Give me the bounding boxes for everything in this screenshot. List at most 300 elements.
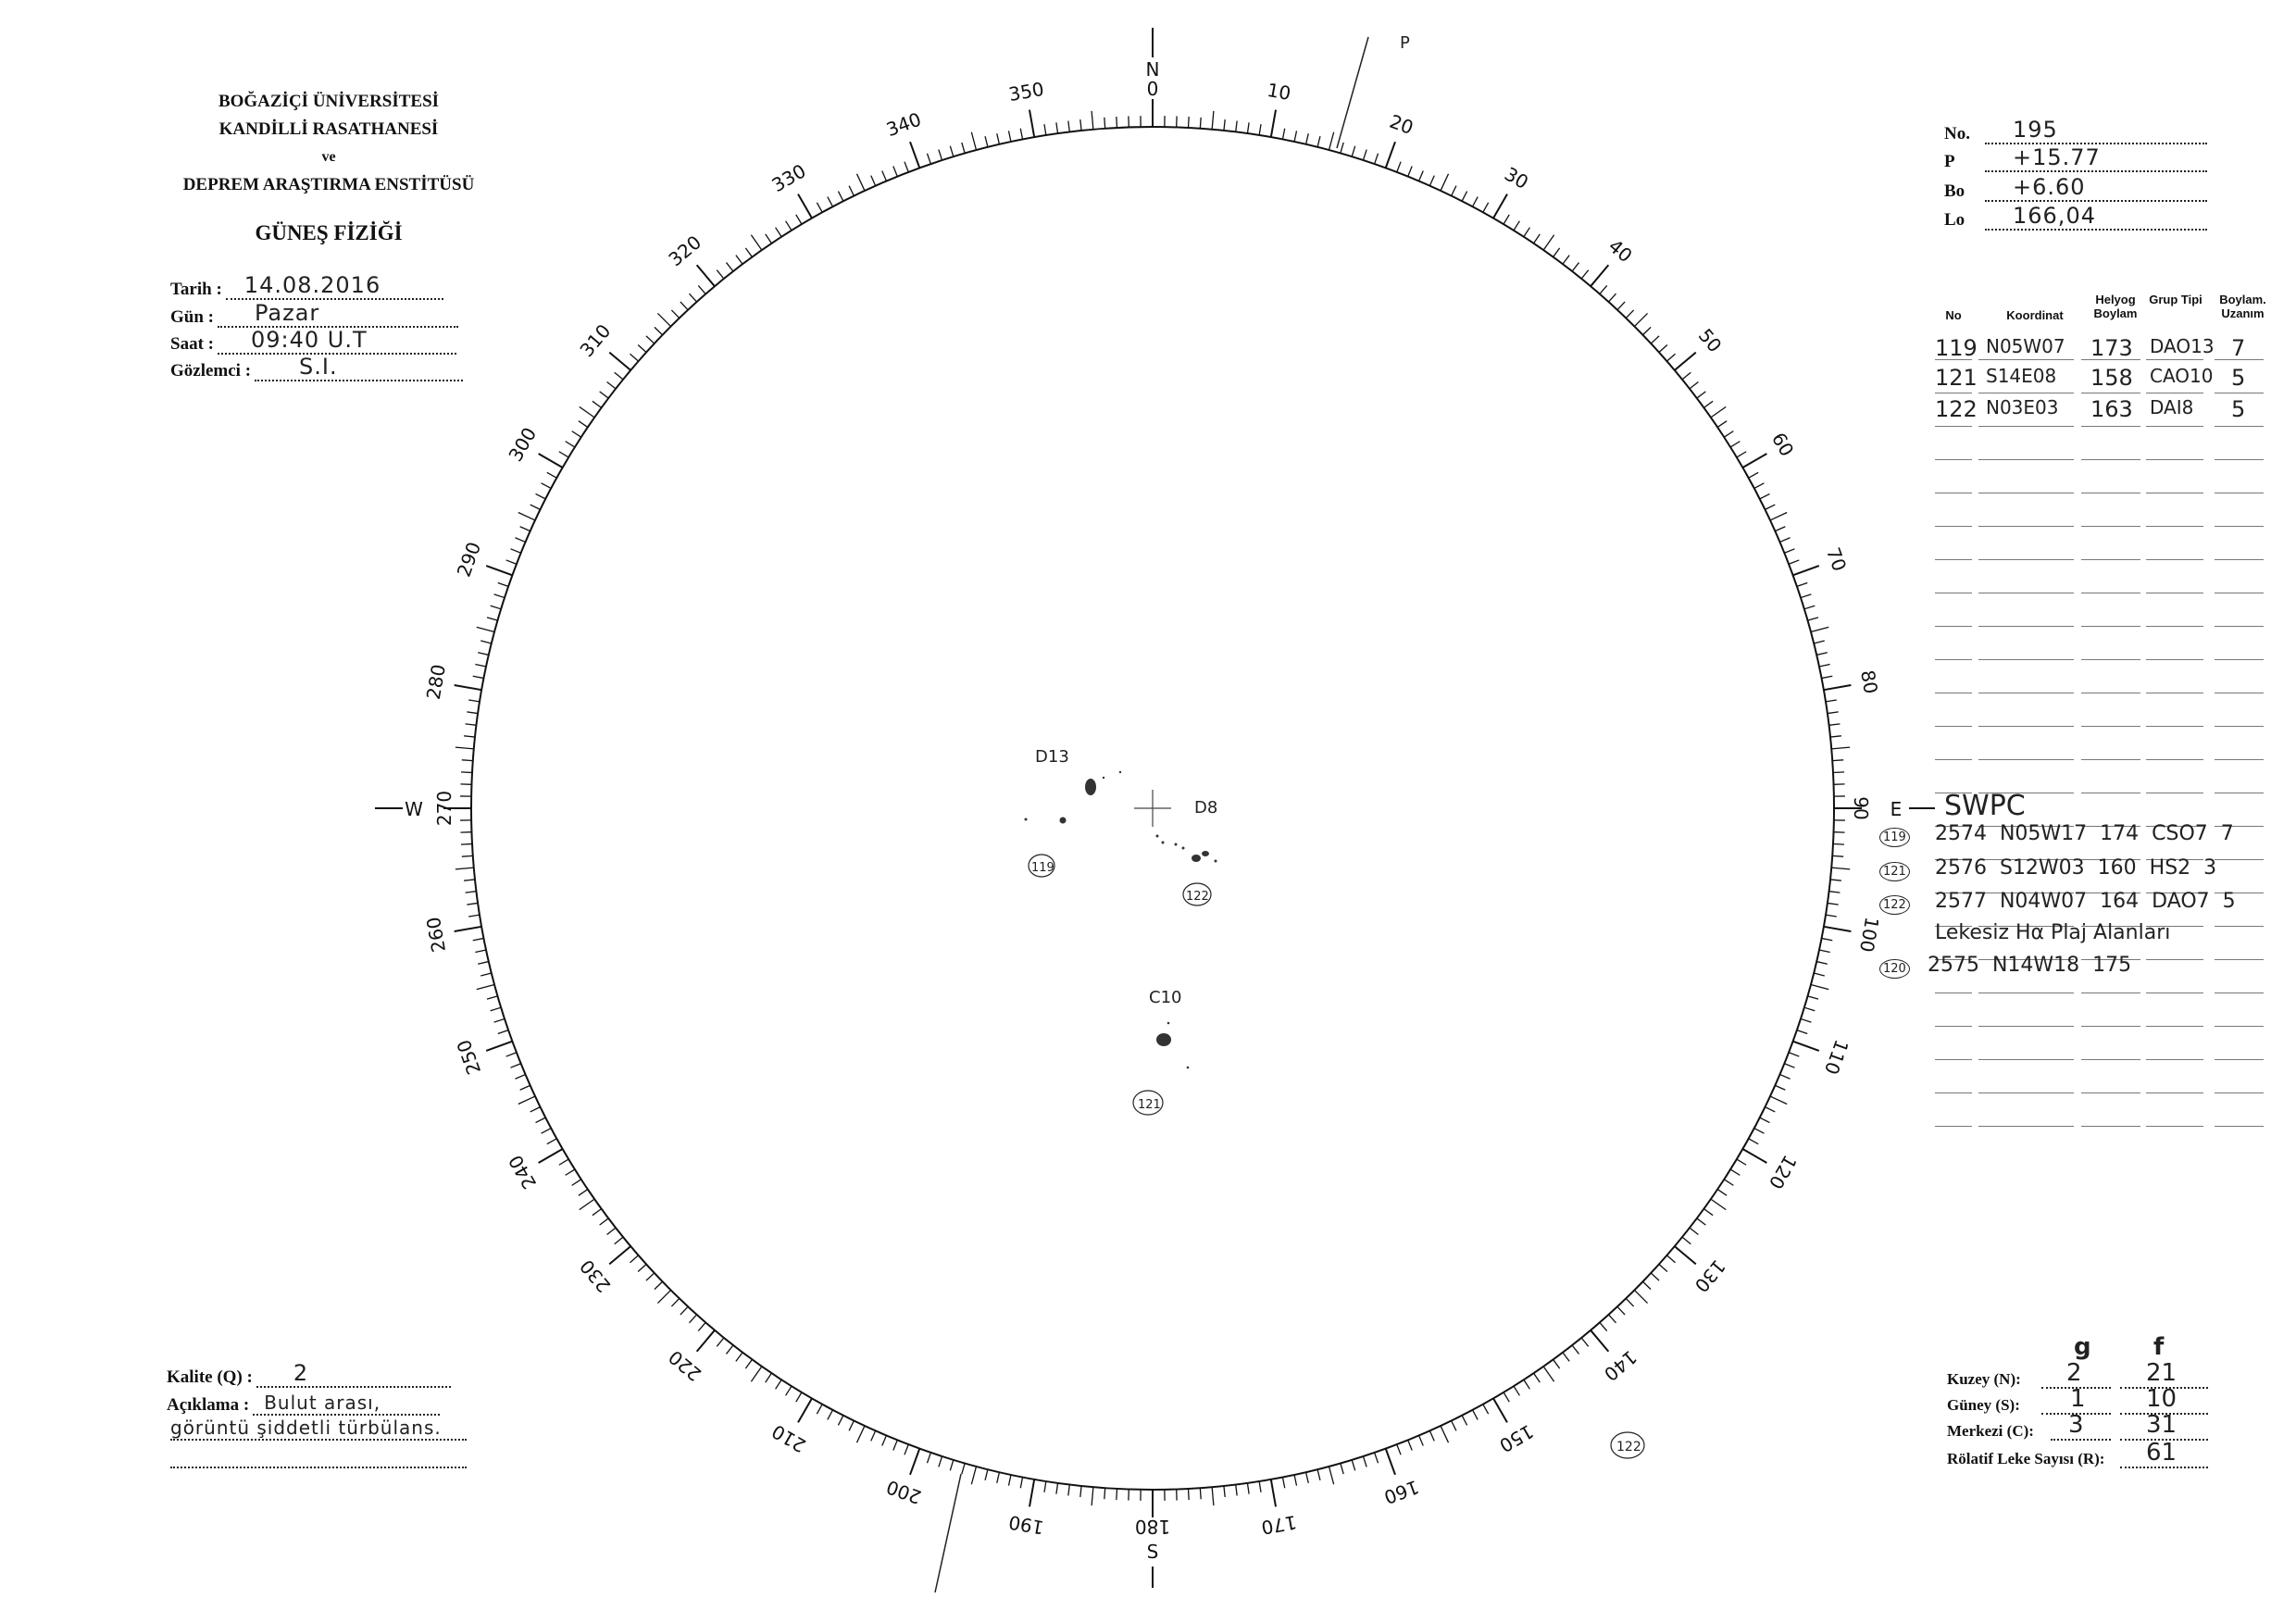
degree-tick	[462, 855, 473, 856]
degree-tick	[580, 1199, 594, 1209]
north-g-value: 2	[2066, 1359, 2082, 1387]
degree-tick	[1789, 560, 1799, 564]
degree-tick	[1742, 454, 1766, 468]
degree-tick	[494, 594, 505, 598]
degree-tick	[882, 1435, 887, 1445]
degree-label: 30	[1500, 162, 1533, 194]
degree-tick	[1666, 1255, 1675, 1263]
degree-tick	[600, 392, 609, 398]
degree-tick	[1341, 1463, 1343, 1474]
degree-tick	[455, 685, 482, 690]
g-header: g	[2074, 1333, 2091, 1361]
relative-count-value: 61	[2146, 1439, 2177, 1467]
degree-tick	[671, 310, 679, 318]
degree-label: 40	[1603, 234, 1637, 268]
south-count-label: Güney (S):	[1947, 1396, 2020, 1414]
degree-tick	[1352, 1460, 1355, 1470]
col-group: Grup Tipi	[2149, 293, 2202, 306]
degree-tick	[480, 973, 492, 976]
degree-label: 280	[421, 662, 451, 702]
degree-tick	[1600, 1322, 1607, 1330]
sunspot	[1085, 779, 1096, 795]
degree-tick	[1829, 724, 1841, 725]
degree-tick	[510, 1064, 520, 1067]
sunspot	[1025, 818, 1028, 821]
degree-tick	[1804, 1007, 1815, 1011]
degree-tick	[828, 1410, 833, 1420]
degree-tick	[971, 132, 976, 150]
degree-tick	[1634, 1290, 1647, 1303]
degree-tick	[786, 1386, 792, 1395]
degree-tick	[609, 1246, 630, 1264]
degree-tick	[838, 1416, 842, 1426]
degree-tick	[776, 228, 782, 237]
degree-label: 50	[1693, 324, 1727, 357]
swpc-row2-tag: 121	[1879, 862, 1910, 881]
degree-tick	[542, 483, 552, 489]
degree-tick	[1029, 1479, 1034, 1507]
degree-tick	[630, 1255, 638, 1263]
degree-tick	[1554, 1359, 1560, 1368]
swpc-row3-text: 2577 N04W07 164 DAO7 5	[1935, 890, 2236, 913]
degree-label: 220	[664, 1345, 706, 1386]
degree-tick	[1514, 221, 1519, 231]
degree-tick	[486, 1042, 512, 1051]
degree-tick	[1524, 228, 1530, 237]
degree-tick	[1766, 1107, 1776, 1112]
south-g-value: 1	[2070, 1385, 2086, 1413]
degree-tick	[1754, 1129, 1765, 1134]
center-f-value: 31	[2146, 1411, 2177, 1439]
degree-tick	[1821, 938, 1832, 940]
group-tag-121: 121	[1138, 1098, 1161, 1112]
row2-coord: S14E08	[1986, 365, 2057, 387]
degree-tick	[657, 313, 670, 326]
west-degree: 270	[433, 790, 455, 827]
sunspot	[1192, 855, 1201, 862]
degree-tick	[520, 1085, 530, 1090]
degree-tick	[1789, 1053, 1799, 1056]
date-value: 14.08.2016	[243, 272, 381, 298]
degree-tick	[1651, 1273, 1659, 1280]
degree-tick	[475, 664, 486, 666]
param-lo-value: 166,04	[2013, 203, 2096, 229]
degree-tick	[1626, 1298, 1633, 1306]
degree-tick	[1386, 1449, 1395, 1475]
degree-tick	[572, 431, 581, 438]
degree-tick	[838, 192, 842, 202]
degree-tick	[962, 143, 965, 154]
degree-tick	[506, 560, 517, 564]
degree-tick	[1659, 344, 1667, 352]
degree-tick	[547, 472, 556, 478]
group-tag-122: 122	[1186, 890, 1209, 904]
degree-tick	[1524, 1380, 1530, 1389]
degree-tick	[1189, 117, 1190, 128]
degree-tick	[1236, 1485, 1237, 1496]
degree-tick	[559, 1159, 568, 1165]
degree-tick	[1770, 1096, 1787, 1104]
degree-tick	[1804, 606, 1815, 609]
degree-tick	[1504, 1392, 1509, 1402]
degree-tick	[1760, 493, 1770, 498]
degree-tick	[939, 1456, 942, 1467]
sunspot	[1119, 771, 1121, 773]
group-tag-119: 119	[1031, 861, 1054, 875]
degree-tick	[1828, 903, 1839, 905]
degree-tick	[1543, 235, 1554, 250]
degree-tick	[939, 150, 942, 160]
degree-tick	[1572, 263, 1578, 271]
degree-tick	[1363, 150, 1366, 160]
degree-tick	[1534, 234, 1541, 243]
degree-tick	[893, 1440, 897, 1450]
group-label-c10: C10	[1149, 988, 1182, 1007]
center-g-line[interactable]	[2051, 1439, 2111, 1441]
degree-tick	[1259, 124, 1261, 135]
degree-tick	[455, 927, 482, 931]
degree-tick	[473, 938, 484, 940]
degree-tick	[798, 1398, 812, 1422]
degree-tick	[1666, 354, 1675, 361]
degree-tick	[466, 892, 477, 893]
degree-tick	[1749, 472, 1758, 478]
row1-coord: N05W07	[1986, 335, 2065, 357]
swpc-row2-text: 2576 S12W03 160 HS2 3	[1935, 856, 2217, 880]
degree-tick	[997, 133, 1000, 144]
degree-tick	[680, 302, 688, 310]
degree-tick	[1816, 653, 1828, 655]
description-value-1: Bulut arası,	[264, 1392, 381, 1414]
degree-tick	[491, 1007, 501, 1011]
degree-tick	[466, 724, 477, 725]
degree-tick	[1271, 1479, 1276, 1507]
degree-tick	[593, 401, 602, 407]
degree-tick	[1104, 118, 1105, 129]
row1-helio: 173	[2090, 335, 2133, 361]
degree-tick	[1092, 1487, 1093, 1505]
swpc-row4-text: Lekesiz Hα Plaj Alanları	[1935, 921, 2171, 944]
degree-label: 70	[1821, 544, 1852, 575]
swpc-row1-tag: 119	[1879, 828, 1910, 847]
degree-tick	[1814, 641, 1825, 643]
degree-tick	[478, 653, 489, 655]
degree-tick	[905, 162, 908, 172]
degree-tick	[1306, 133, 1309, 144]
degree-tick	[717, 1338, 724, 1346]
degree-tick	[1703, 401, 1713, 407]
degree-label: 340	[883, 107, 925, 142]
degree-tick	[1829, 892, 1841, 893]
degree-tick	[1617, 302, 1625, 310]
degree-tick	[1832, 855, 1843, 856]
group-label-d8: D8	[1194, 798, 1218, 818]
degree-tick	[1833, 772, 1844, 773]
degree-tick	[1554, 248, 1560, 257]
degree-label: 240	[504, 1151, 542, 1193]
degree-tick	[1306, 1472, 1309, 1483]
degree-tick	[1697, 1218, 1706, 1225]
degree-tick	[579, 1190, 588, 1196]
degree-tick	[871, 1430, 876, 1441]
sunspot	[1175, 843, 1178, 846]
degree-label: 10	[1265, 78, 1293, 105]
date-label: Tarih :	[170, 280, 222, 299]
degree-tick	[473, 676, 484, 678]
east-letter: E	[1890, 798, 1903, 820]
degree-tick	[480, 641, 492, 643]
degree-tick	[1642, 1281, 1651, 1289]
degree-tick	[1563, 256, 1569, 265]
degree-label: 290	[452, 539, 486, 581]
extra-tag: 122	[1616, 1440, 1641, 1454]
degree-tick	[857, 174, 865, 191]
degree-tick	[1419, 170, 1424, 181]
degree-label: 210	[767, 1419, 810, 1457]
degree-tick	[1801, 1018, 1811, 1022]
param-bo-value: +6.60	[2013, 174, 2086, 200]
sunspot	[1167, 1022, 1170, 1025]
degree-tick	[530, 1107, 541, 1112]
degree-tick	[1737, 1159, 1746, 1165]
sunspot	[1060, 818, 1067, 824]
degree-tick	[1473, 1410, 1479, 1420]
degree-tick	[630, 354, 638, 361]
degree-tick	[786, 221, 792, 231]
degree-tick	[455, 868, 474, 869]
degree-tick	[1352, 146, 1355, 156]
degree-tick	[1419, 1435, 1424, 1445]
swpc-row1-text: 2574 N05W17 174 CSO7 7	[1935, 822, 2234, 845]
degree-tick	[1814, 973, 1825, 976]
degree-tick	[1807, 996, 1818, 999]
degree-tick	[1397, 162, 1401, 172]
degree-tick	[542, 1129, 552, 1134]
p-mark: P	[1400, 33, 1410, 53]
degree-tick	[1375, 154, 1379, 164]
quality-field[interactable]	[167, 1360, 451, 1388]
degree-tick	[1581, 1338, 1589, 1346]
degree-tick	[515, 1075, 525, 1080]
degree-tick	[1294, 1475, 1296, 1486]
degree-tick	[871, 176, 876, 186]
degree-tick	[1675, 353, 1696, 370]
degree-tick	[1608, 1315, 1616, 1323]
degree-tick	[468, 915, 480, 917]
degree-label: 250	[452, 1036, 486, 1078]
row1-group: DAO13	[2150, 335, 2215, 357]
north-letter: N	[1145, 58, 1160, 81]
degree-tick	[1008, 1475, 1010, 1486]
degree-tick	[1572, 1345, 1578, 1354]
sunspot	[1187, 1067, 1190, 1069]
degree-tick	[1247, 1483, 1249, 1494]
degree-tick	[1690, 381, 1698, 388]
degree-tick	[1826, 915, 1837, 917]
degree-tick	[486, 566, 512, 575]
degree-tick	[536, 493, 546, 498]
center-g-value: 3	[2068, 1411, 2084, 1439]
degree-tick	[1212, 111, 1214, 130]
swpc-title: SWPC	[1944, 790, 2026, 822]
degree-tick	[487, 996, 498, 999]
sunspot	[1103, 777, 1104, 779]
degree-tick	[1543, 1367, 1554, 1381]
sunspot	[1156, 1033, 1171, 1046]
description-line-2[interactable]	[170, 1418, 467, 1441]
col-coordinate: Koordinat	[2006, 308, 2064, 322]
degree-tick	[464, 736, 475, 737]
degree-tick	[1724, 431, 1733, 438]
degree-tick	[1775, 1085, 1785, 1090]
degree-tick	[1294, 131, 1296, 142]
param-bo-label: Bo	[1944, 181, 1965, 201]
degree-tick	[1429, 176, 1434, 186]
degree-tick	[655, 327, 663, 334]
degree-tick	[1642, 327, 1651, 334]
degree-tick	[1056, 122, 1058, 133]
degree-tick	[477, 984, 494, 989]
degree-tick	[1212, 1487, 1214, 1505]
degree-label: 260	[421, 915, 451, 955]
degree-tick	[1697, 392, 1706, 398]
degree-tick	[1831, 868, 1850, 869]
time-label: Saat :	[170, 334, 214, 354]
south-f-value: 10	[2146, 1385, 2177, 1413]
degree-tick	[927, 154, 930, 164]
sunspot	[1182, 847, 1185, 850]
degree-tick	[751, 235, 761, 250]
degree-tick	[475, 950, 486, 952]
quality-value: 2	[293, 1360, 309, 1386]
degree-tick	[1452, 186, 1456, 196]
degree-tick	[1634, 313, 1647, 326]
degree-tick	[751, 1367, 761, 1381]
degree-tick	[1793, 1042, 1819, 1051]
row3-no: 122	[1935, 396, 1978, 422]
degree-tick	[1363, 1456, 1366, 1467]
description-line-3[interactable]	[170, 1446, 467, 1468]
degree-tick	[726, 263, 732, 271]
degree-tick	[1068, 1485, 1069, 1496]
degree-tick	[736, 1353, 742, 1362]
south-letter: S	[1146, 1541, 1159, 1563]
degree-tick	[796, 1392, 802, 1402]
header-line-1: BOĞAZİÇİ ÜNİVERSİTESİ	[218, 92, 440, 111]
degree-tick	[1831, 747, 1850, 749]
page-title: GÜNEŞ FİZİĞİ	[255, 221, 403, 244]
degree-tick	[1429, 1430, 1434, 1441]
p-angle-line	[1337, 37, 1368, 148]
relative-count-line[interactable]	[2120, 1467, 2208, 1468]
degree-tick	[1690, 1228, 1698, 1234]
degree-tick	[1675, 1246, 1696, 1264]
degree-tick	[646, 1273, 655, 1280]
degree-tick	[1317, 1469, 1320, 1480]
degree-tick	[1282, 1477, 1284, 1488]
degree-tick	[1386, 142, 1395, 168]
degree-tick	[607, 1228, 616, 1234]
description-field[interactable]	[167, 1393, 440, 1416]
row3-helio: 163	[2090, 396, 2133, 422]
degree-tick	[518, 1096, 535, 1104]
north-f-value: 21	[2146, 1359, 2177, 1387]
swpc-row3-tag: 122	[1879, 895, 1910, 915]
degree-tick	[1682, 372, 1691, 380]
degree-tick	[971, 1467, 976, 1484]
degree-tick	[689, 1315, 696, 1323]
degree-tick	[985, 136, 988, 147]
degree-tick	[455, 747, 474, 749]
degree-tick	[1833, 844, 1844, 845]
degree-tick	[1779, 538, 1790, 543]
p-angle-line-south	[935, 1474, 961, 1592]
degree-label: 190	[1006, 1510, 1046, 1540]
degree-tick	[1341, 143, 1343, 154]
degree-tick	[461, 772, 472, 773]
degree-tick	[1591, 265, 1608, 286]
degree-tick	[893, 166, 897, 176]
degree-tick	[1514, 1386, 1519, 1395]
degree-tick	[698, 1322, 705, 1330]
degree-tick	[1816, 962, 1828, 965]
degree-tick	[477, 627, 494, 631]
degree-label: 120	[1764, 1151, 1802, 1193]
degree-tick	[1483, 203, 1489, 212]
degree-tick	[1784, 549, 1794, 553]
degree-tick	[506, 1053, 517, 1056]
degree-tick	[510, 549, 520, 553]
degree-tick	[498, 582, 508, 586]
degree-tick	[796, 215, 802, 224]
degree-label: 60	[1766, 428, 1799, 461]
degree-tick	[462, 760, 473, 761]
degree-tick	[1617, 1306, 1625, 1315]
row3-group: DAI8	[2150, 396, 2194, 418]
degree-tick	[689, 293, 696, 302]
degree-tick	[491, 606, 501, 609]
degree-tick	[1329, 132, 1333, 150]
degree-tick	[1766, 505, 1776, 509]
sunspot	[1202, 851, 1209, 856]
degree-tick	[1717, 1190, 1727, 1196]
degree-tick	[1797, 1030, 1807, 1034]
degree-tick	[766, 234, 772, 243]
degree-tick	[1282, 129, 1284, 140]
degree-tick	[1711, 406, 1726, 417]
degree-tick	[1247, 122, 1249, 133]
degree-label: 200	[883, 1475, 925, 1509]
param-no-value: 195	[2013, 117, 2058, 143]
degree-tick	[515, 538, 525, 543]
degree-tick	[655, 1281, 663, 1289]
degree-tick	[1534, 1373, 1541, 1382]
quality-label: Kalite (Q) :	[167, 1367, 253, 1387]
degree-tick	[539, 454, 563, 468]
degree-tick	[1375, 1453, 1379, 1463]
degree-tick	[905, 1444, 908, 1454]
degree-tick	[1591, 1330, 1608, 1352]
degree-tick	[498, 1030, 508, 1034]
degree-tick	[1682, 1237, 1691, 1244]
param-p-label: P	[1944, 152, 1955, 171]
degree-tick	[1819, 664, 1830, 666]
degree-tick	[1811, 627, 1828, 631]
day-value: Pazar	[255, 300, 320, 326]
swpc-row5-text: 2575 N14W18 175	[1928, 954, 2132, 977]
degree-tick	[1651, 336, 1659, 343]
degree-tick	[494, 1018, 505, 1022]
